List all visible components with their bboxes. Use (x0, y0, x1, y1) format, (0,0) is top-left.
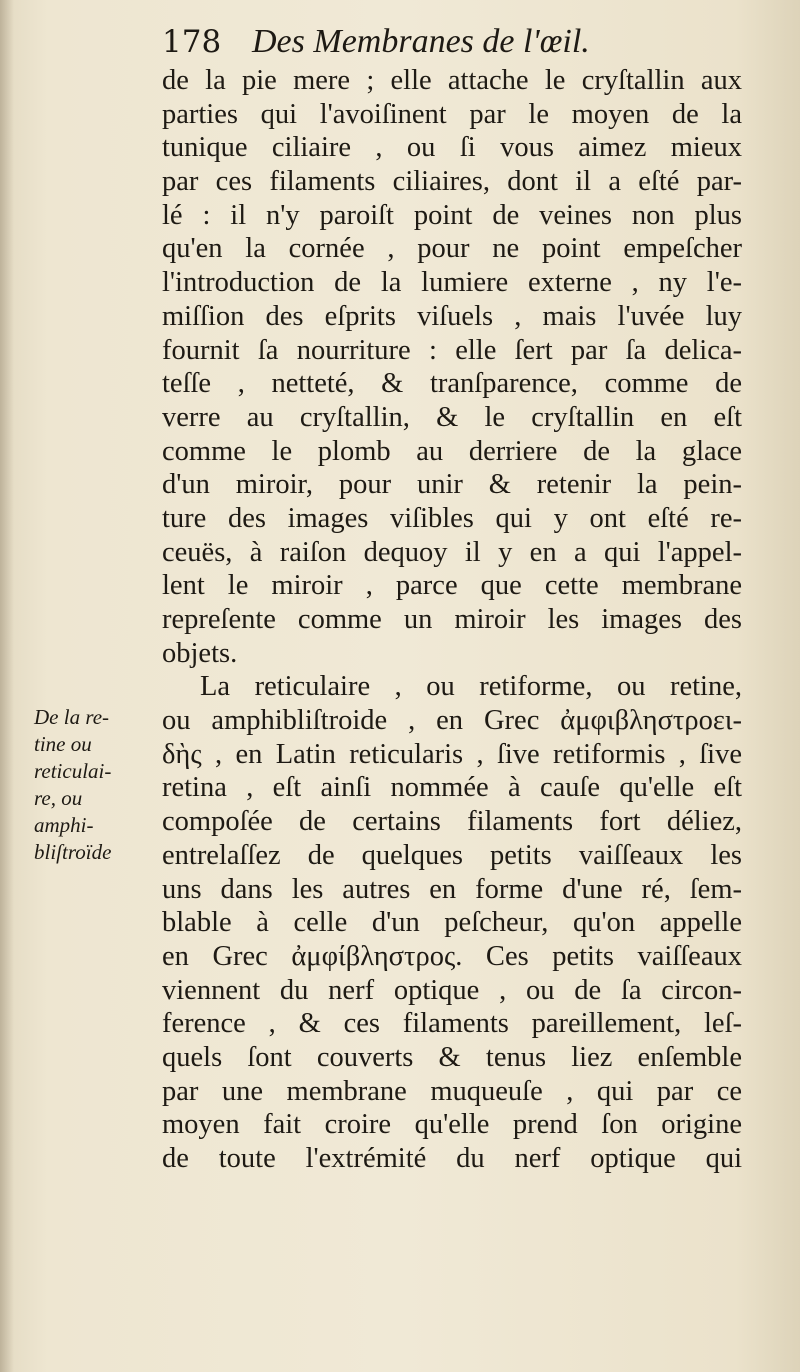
text-line: l'introduction de la lumiere externe , ny l'e- (162, 267, 742, 299)
text-line: miſſion des eſprits viſuels , mais l'uvée luy (162, 300, 742, 332)
gutter-shadow (0, 0, 14, 1372)
text-line: lé : il n'y paroiſt point de veines non plus (162, 199, 742, 231)
text-line: de toute l'extrémité du nerf optique qui (162, 1143, 742, 1174)
margin-note-line: De la re- (34, 705, 110, 729)
text-line: lent le miroir , parce que cette membrane (162, 570, 742, 602)
text-line: entrelaſſez de quelques petits vaiſſeaux les (162, 839, 742, 871)
paragraph-end-line: objets. (162, 637, 238, 669)
text-line: comme le plomb au derriere de la glace (162, 435, 742, 467)
text-line: ference , & ces filaments pareillement, leſ- (162, 1008, 742, 1040)
text-line: par ces filaments ciliaires, dont il a eſté par- (162, 166, 742, 198)
text-line: uns dans les autres en forme d'une ré, ſem- (162, 873, 742, 905)
text-line: moyen fait croire qu'elle prend ſon origine (162, 1109, 742, 1141)
text-line: retina , eſt ainſi nommée à cauſe qu'elle eſt (162, 772, 742, 804)
text-line: ture des images viſibles qui y ont eſté re- (162, 502, 742, 534)
text-line: viennent du nerf optique , ou de ſa circon- (162, 974, 742, 1006)
margin-note-line: tine ou (34, 732, 92, 756)
text-line: verre au cryſtallin, & le cryſtallin en eſt (162, 401, 742, 433)
text-line: quels ſont couverts & tenus liez enſemble (162, 1041, 742, 1073)
text-line: en Grec ἀμφίβληστρος. Ces petits vaiſſeaux (162, 940, 742, 972)
text-line: ceuës, à raiſon dequoy il y en a qui l'appel- (162, 536, 742, 568)
running-head (162, 22, 762, 62)
text-line: de la pie mere ; elle attache le cryſtallin aux (162, 65, 742, 96)
text-line: par une membrane muqueuſe , qui par ce (162, 1075, 742, 1107)
text-line: compoſée de certains filaments fort déliez, (162, 806, 742, 838)
text-line: tunique ciliaire , ou ſi vous aimez mieux (162, 132, 742, 164)
page-title: Des Membranes de l'œil. (252, 23, 590, 60)
margin-note-line: amphi- (34, 813, 94, 837)
text-line: repreſente comme un miroir les images des (162, 604, 742, 635)
margin-note-line: reticulai- (34, 759, 112, 783)
margin-note-line: bliſtroïde (34, 840, 112, 864)
page-number: 178 (162, 24, 222, 60)
margin-note-line: re, ou (34, 786, 83, 810)
text-line: ou amphibliſtroide , en Grec ἀμφιβληστροει- (162, 705, 742, 737)
text-line: blable à celle d'un peſcheur, qu'on appelle (162, 907, 742, 939)
text-line: parties qui l'avoiſinent par le moyen de la (162, 98, 742, 130)
text-line: qu'en la cornée , pour ne point empeſcher (162, 233, 742, 265)
body-text (162, 64, 742, 1176)
text-line: d'un miroir, pour unir & retenir la pein- (162, 469, 742, 501)
text-line: La reticulaire , ou retiforme, ou retine, (200, 671, 742, 703)
text-line: fournit ſa nourriture : elle ſert par ſa delica- (162, 334, 742, 366)
text-line: δὴς , en Latin reticularis , ſive retiformis , ſive (162, 738, 742, 770)
margin-note (34, 704, 162, 866)
text-line: teſſe , netteté, & tranſparence, comme de (162, 368, 742, 400)
